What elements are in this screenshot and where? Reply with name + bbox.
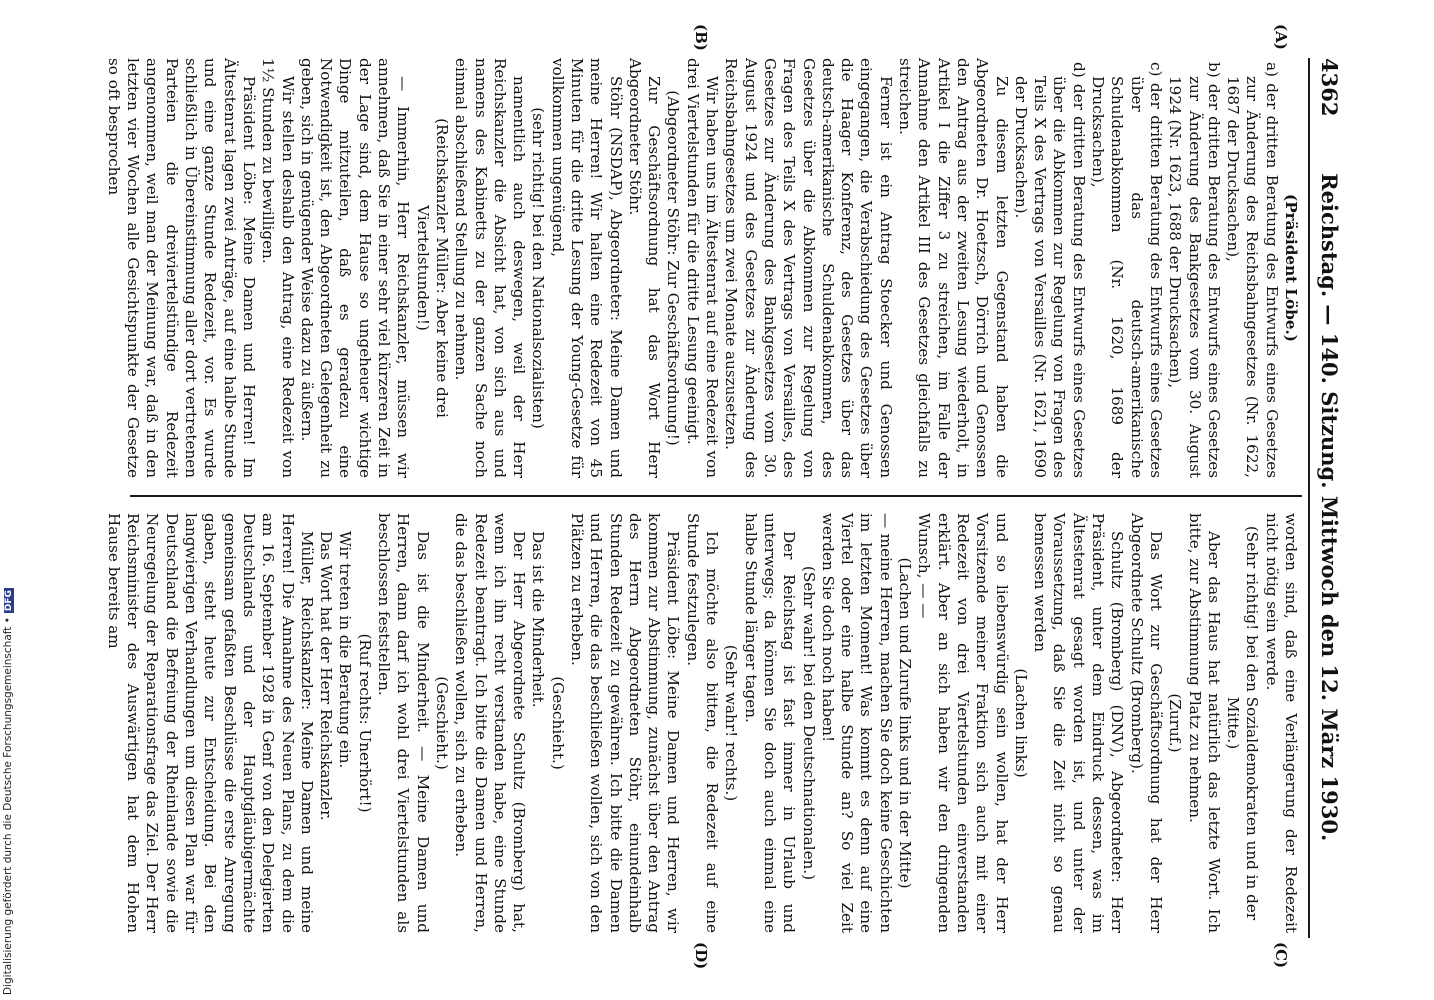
speech-paragraph: Müller, Reichskanzler: Meine Damen und meine Herren! Die Annahme des Neuen Plans, zu dem die am 16. September 1928 in Genf von den Delegierten Deutschlands und der Hauptgläubigermächte gemeinsam gefaßten Beschlüsse die erste Anregung gaben, steht heute zur Entscheidung. Bei den langwierigen Verhandlungen um diesen Plan war für Deutschland die Befreiung der Rheinlande sowie die Neuregelung der Reparationsfrage das Ziel. Der Herr Reichsminister des Auswärtigen hat dem Hohen Hause bereits am	[104, 513, 316, 933]
agenda-item-b: b) der dritten Beratung des Entwurfs eines Gesetzes zur Änderung des Bankgesetzes vom 30. August 1924 (Nr. 1623, 1688 der Drucksachen),	[1166, 62, 1223, 478]
agenda-item-d: d) der dritten Beratung des Entwurfs eines Gesetzes über die Abkommen zur Regelung von Fragen des Teils X des Vertrags von Versailles (Nr. 1621, 1690 der Drucksachen).	[1011, 62, 1088, 478]
margin-mark-d: (D)	[692, 942, 710, 970]
credit-text: Digitalisierung gefördert durch die Deutsche Forschungsgemeinschaft •	[2, 617, 14, 995]
interjection: (Reichskanzler Müller: Aber keine drei Viertelstunden!)	[413, 118, 451, 418]
interjection: (Abgeordneter Stöhr: Zur Geschäftsordnung!)	[664, 90, 683, 446]
interjection: (sehr richtig! bei den Nationalsozialisten)	[529, 107, 548, 429]
interjection: (Sehr richtig! bei den Sozialdemokraten und in der Mitte.)	[1224, 525, 1262, 921]
digitization-credit	[2, 588, 14, 995]
paragraph: Das ist die Minderheit. — Meine Damen und Herren, dann darf ich wohl drei Viertelstunden als beschlossen feststellen.	[375, 513, 432, 933]
interjection: (Sehr wahr! bei den Deutschnationalen.)	[799, 565, 818, 881]
paragraph: Wir haben uns im Ältestenrat auf eine Redezeit von drei Viertelstunden für die dritte Lesung geeinigt.	[683, 58, 722, 478]
paragraph: und so liebenswürdig sein wollen, hat der Herr Vorsitzende meiner Fraktion sich auch mit einer Redezeit von drei Viertelstunden einverstanden erklärt. Aber an sich haben wir den dringenden Wunsch, — —	[915, 513, 1011, 933]
running-title: Reichstag. — 140. Sitzung. Mittwoch den 12. März 1930.	[1317, 173, 1343, 842]
paragraph: Ich möchte also bitten, die Redezeit auf eine Stunde festzulegen.	[683, 513, 722, 933]
interjection: (Geschieht.)	[432, 676, 451, 770]
paragraph: worden sind, daß eine Verlängerung der Redezeit nicht nötig sein werde.	[1262, 513, 1300, 933]
paragraph: Der Reichstag ist fast immer in Urlaub und unterwegs; da können Sie doch auch einmal eine halbe Stunde länger tagen.	[741, 513, 799, 933]
paragraph: Das Wort zur Geschäftsordnung hat der Herr Abgeordnete Schultz (Bromberg).	[1127, 513, 1165, 933]
page-header	[1310, 58, 1350, 938]
left-column	[104, 58, 1300, 478]
page-number: 4362	[1317, 58, 1343, 117]
speech-paragraph: Stöhr (NSDAP), Abgeordneter: Meine Damen und meine Herren! Wir halten eine Redezeit von 45 Minuten für die dritte Lesung der Young-Gesetze für vollkommen ungenügend,	[548, 58, 625, 478]
paragraph: Der Herr Abgeordnete Schultz (Bromberg) hat, wenn ich ihn recht verstanden habe, eine Stunde Redezeit beantragt. Ich bitte die Damen und Herren, die das beschließen wollen, sich zu erheben.	[452, 513, 529, 933]
column-divider	[130, 495, 1302, 497]
agenda-item-c: c) der dritten Beratung des Entwurfs eines Gesetzes über das deutsch-amerikanische Schuldenabkommen (Nr. 1620, 1689 der Drucksachen),	[1089, 62, 1165, 478]
interjection: (Lachen und Zurufe links und in der Mitte)	[896, 557, 915, 889]
interjection: (Zuruf.)	[1166, 693, 1185, 753]
paragraph: Ferner ist ein Antrag Stoecker und Genossen eingegangen, die Verabschiedung des Gesetzes über die Haager Konferenz, des Gesetzes über das deutsch-amerikanische Schuldenabkommen, des Gesetzes über die Abkommen zur Regelung von Fragen des Teils X des Vertrags von Versailles, des Gesetzes zur Änderung des Bankgesetzes vom 30. August 1924 und des Gesetzes zur Änderung des Reichsbahngesetzes um zwei Monate auszusetzen.	[722, 58, 895, 478]
header-rule	[1308, 58, 1310, 938]
speech-paragraph: Schultz (Bromberg) (DNV), Abgeordneter: Herr Präsident, unter dem Eindruck dessen, was im Ältestenrat gesagt worden ist, und unter der Voraussetzung, daß Sie die Zeit nicht so genau bemessen werden	[1031, 513, 1127, 933]
right-column	[104, 513, 1300, 933]
interjection: (Lachen links)	[1011, 668, 1030, 778]
paragraph: Das Wort hat der Herr Reichskanzler.	[317, 531, 336, 821]
agenda-item-a: a) der dritten Beratung des Entwurfs eines Gesetzes zur Änderung des Reichsbahngesetzes (Nr. 1622, 1687 der Drucksachen),	[1224, 62, 1281, 478]
paragraph: Zur Geschäftsordnung hat das Wort Herr Abgeordneter Stöhr.	[625, 58, 664, 478]
paragraph: — meine Herren, machen Sie doch keine Geschichten im letzten Moment! Was kommt es denn auf eine Viertel oder eine halbe Stunde an? So viel Zeit werden Sie doch noch haben!	[818, 513, 895, 933]
paragraph: Zu diesem letzten Gegenstand haben die Abgeordneten Dr. Hoetzsch, Dörrich und Genossen den Antrag aus der zweiten Lesung wiederholt, in Artikel I die Ziffer 3 zu streichen, im Falle der Annahme den Artikel III des Gesetzes gleichfalls zu streichen.	[896, 58, 1011, 478]
paragraph: namentlich auch deswegen, weil der Herr Reichskanzler die Absicht hat, von sich aus und namens des Kabinetts zu der ganzen Sache noch einmal abschließend Stellung zu nehmen.	[452, 58, 529, 478]
paragraph: Wir stellen deshalb den Antrag, eine Redezeit von 1½ Stunden zu bewilligen.	[259, 58, 297, 478]
speech-paragraph: Präsident Löbe: Meine Damen und Herren! Im Ältestenrat lagen zwei Anträge, auf eine halbe Stunde und eine ganze Stunde Redezeit, vor. Es wurde schließlich in Übereinstimmung aller dort vertretenen Parteien die dreiviertelstündige Redezeit angenommen, weil man der Meinung war, daß in den letzten vier Wochen alle Gesichtspunkte der Gesetze so oft besprochen	[104, 58, 258, 478]
paragraph: Aber das Haus hat natürlich das letzte Wort. Ich bitte, zur Abstimmung Platz zu nehmen.	[1185, 513, 1223, 933]
dfg-logo: DFG	[4, 590, 14, 612]
margin-mark-a: (A)	[1272, 24, 1290, 50]
margin-mark-b: (B)	[692, 24, 710, 51]
speaker-heading: (Präsident Löbe.)	[1282, 194, 1300, 342]
document-page	[104, 24, 1350, 970]
speech-paragraph: Präsident Löbe: Meine Damen und Herren, wir kommen zur Abstimmung, zunächst über den Antrag des Herrn Abgeordneten Stöhr, einundeinhalb Stunden Redezeit zu gewähren. Ich bitte die Damen und Herren, die das beschließen wollen, sich von den Plätzen zu erheben.	[568, 513, 683, 933]
interjection: (Ruf rechts: Unerhört!)	[355, 633, 374, 813]
paragraph: — Immerhin, Herr Reichskanzler, müssen wir annehmen, daß Sie in einer sehr viel kürzeren Zeit in der Lage sind, dem Hause so ungeheuer wichtige Dinge mitzuteilen, daß es geradezu eine Notwendigkeit ist, den Abgeordneten Gelegenheit zu geben, sich in genügender Weise dazu zu äußern.	[297, 58, 413, 478]
interjection: (Geschieht.)	[548, 676, 567, 770]
paragraph: Wir treten in die Beratung ein.	[336, 531, 355, 769]
interjection: (Sehr wahr! rechts.)	[722, 644, 741, 802]
margin-mark-c: (C)	[1272, 942, 1290, 969]
paragraph: Das ist die Minderheit.	[529, 531, 548, 708]
